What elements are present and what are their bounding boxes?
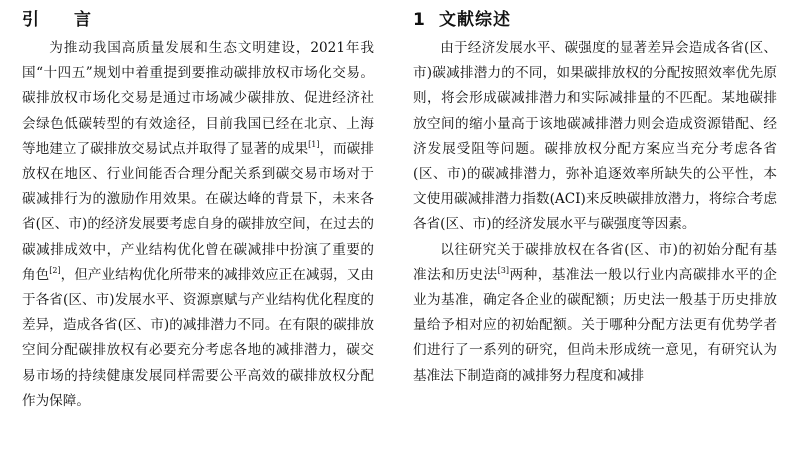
section-heading-literature-review (413, 8, 777, 32)
paragraph-text: 为推动我国高质量发展和生态文明建设，2021年我国“十四五”规划中着重提到要推动碳排放权市场化交易。碳排放权市场化交易是通过市场减少碳排放、促进经济社会绿色低碳转型的有效途径，目前我国已经在北京、上海等地建立了碳排放交易试点并取得了显著的成果 (22, 40, 374, 157)
paragraph-text: ，但产业结构优化所带来的减排效应正在减弱，又由于各省(区、市)发展水平、资源禀赋与产业结构优化程度的差异，造成各省(区、市)的减排潜力不同。在有限的碳排放空间分配碳排放权有必要充分考虑各地的减排潜力，碳交易市场的持续健康发展同样需要公平高效的碳排放权分配作为保障。 (22, 266, 375, 409)
citation-ref: [2] (49, 265, 61, 275)
section-number: 1 (413, 10, 426, 30)
heading-char-1: 引 (22, 10, 40, 30)
section-heading-introduction (22, 8, 374, 32)
paragraph-text: 两种，基准法一般以行业内高碳排水平的企业为基准，确定各企业的碳配额；历史法一般基于历史排放量给予相对应的初始配额。关于哪种分配方法更有优势学者们进行了一系列的研究，但尚未形成统一意见，有研究认为基准法下制造商的减排努力程度和减排 (413, 266, 778, 384)
introduction-paragraph (22, 36, 374, 414)
section-title: 文献综述 (439, 10, 511, 30)
paragraph-text: 由于经济发展水平、碳强度的显著差异会造成各省(区、市)碳减排潜力的不同，如果碳排放权的分配按照效率优先原则，将会形成碳减排潜力和实际减排量的不匹配。某地碳排放空间的缩小量高于该地碳减排潜力则会造成资源错配、经济发展受阻等问题。碳排放权分配方案应当充分考虑各省(区、市)的碳减排潜力，弥补追逐效率所缺失的公平性，本文使用碳减排潜力指数(ACI)来反映碳排放潜力，将综合考虑各省(区、市)的经济发展水平与碳强度等因素。 (413, 40, 777, 233)
review-paragraph-1 (413, 36, 777, 238)
heading-char-2: 言 (74, 10, 92, 30)
paragraph-text: 以往研究关于碳排放权在各省(区、市)的初始分配有基准法和历史法 (413, 241, 777, 283)
review-paragraph-2 (413, 238, 777, 389)
left-column (22, 8, 374, 414)
paragraph-text: ，而碳排放权在地区、行业间能否合理分配关系到碳交易市场对于碳减排行为的激励作用效果。在碳达峰的背景下，未来各省(区、市)的经济发展要考虑自身的碳排放空间，在过去的碳减排成效中，产业结构优化曾在碳减排中扮演了重要的角色 (22, 140, 375, 283)
citation-ref: [3] (497, 265, 509, 275)
right-column (413, 8, 777, 389)
citation-ref: [1] (308, 139, 320, 149)
